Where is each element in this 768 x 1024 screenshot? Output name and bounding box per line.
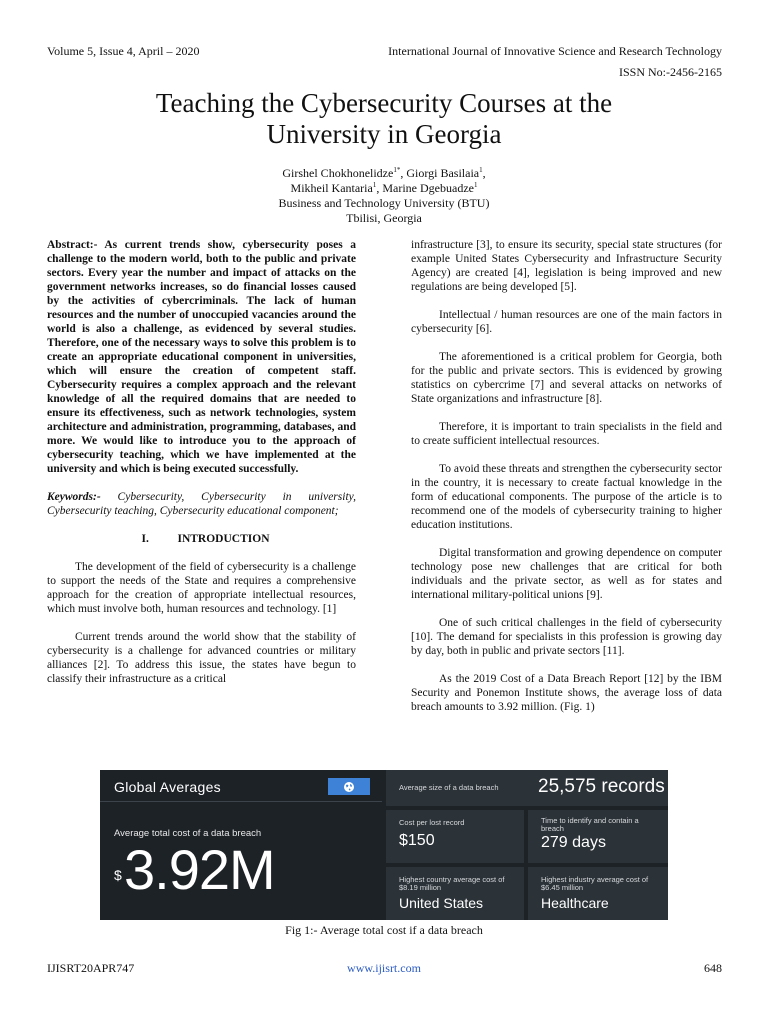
body-paragraph: infrastructure [3], to ensure its security, special state structures (for example United States Cybersecurity and Infrastructure Security Agency) are created [4], legislation is being improved and new regulations are being developed [5]. <box>411 239 722 293</box>
volume-info: Volume 5, Issue 4, April – 2020 <box>47 44 200 58</box>
author-sup: 1* <box>393 166 401 174</box>
title-line-1: Teaching the Cybersecurity Courses at the <box>155 88 613 118</box>
body-paragraph: Digital transformation and growing dependence on computer technology pose new challenges that are critical for both individuals and the private sector, as well as for states and international military-political unions [9]. <box>411 547 722 601</box>
title-line-2: University in Georgia <box>266 119 502 149</box>
paper-id: IJISRT20APR747 <box>47 961 135 975</box>
journal-name: International Journal of Innovative Science and Research Technology <box>388 44 722 58</box>
author-sup: 1 <box>473 181 478 189</box>
right-column <box>411 238 722 728</box>
tile-value: Healthcare <box>541 895 609 911</box>
body-paragraph: The development of the field of cybersecurity is a challenge to support the needs of the State and requires a comprehensive approach for the creation of appropriate intellectual resources, which must involve both, human resources and technology. [1] <box>47 561 356 615</box>
body-paragraph: To avoid these threats and strengthen the cybersecurity sector in the country, it is necessary to create factual knowledge in the form of educational components. The purpose of the article is to recommend one of the models of cybersecurity training to higher education institutions. <box>411 463 722 531</box>
section-number: I. <box>141 533 149 545</box>
left-column <box>47 238 356 700</box>
section-heading <box>47 532 356 546</box>
tile-value: United States <box>399 895 484 911</box>
tile-label: Highest industry average cost of $6.45 million <box>541 875 649 892</box>
author-line-2 <box>120 181 648 196</box>
avg-cost-currency: $ <box>114 867 122 883</box>
author-sup: 1 <box>479 166 483 174</box>
panel-divider <box>100 801 382 802</box>
globe-icon-svg <box>343 781 355 793</box>
body-paragraph: One of such critical challenges in the field of cybersecurity [10]. The demand for specialists in this profession is growing day by day, both in public and private sectors [11]. <box>411 617 722 657</box>
figure-global-averages <box>100 770 668 920</box>
abstract: Abstract:- As current trends show, cybersecurity poses a challenge to the modern world, both to the public and private sectors. Every year the number and impact of attacks on the government networks increases, so do financial losses caused by the activities of cybercriminals. The lack of human resources and the number of unoccupied vacancies around the world is also a challenge, as evidenced by several studies. Therefore, one of the necessary ways to solve this problem is to create an appropriate educational component in universities, which will ensure the creation of competent staff. Cybersecurity requires a complex approach and the relevant knowledge of all the required domains that are needed to ensure its effectiveness, such as network technologies, system architecture and administration, programming, databases, and more. We would like to introduce you to the approach of cybersecurity teaching, which we have implemented at the university and which is being executed successfully. <box>47 239 356 475</box>
tile-label: Highest country average cost of $8.19 million <box>399 875 505 892</box>
issn: ISSN No:-2456-2165 <box>618 65 722 79</box>
tile-country <box>386 867 524 920</box>
body-paragraph: As the 2019 Cost of a Data Breach Report [12] by the IBM Security and Ponemon Institute shows, the average loss of data breach amounts to 3.92 million. (Fig. 1) <box>411 673 722 713</box>
paper-title <box>60 88 708 150</box>
tile-label: Time to identify and contain a breach <box>541 816 639 833</box>
page-number: 648 <box>704 961 722 975</box>
author-name: Girshel Chokhonelidze <box>282 166 394 180</box>
tile-label: Cost per lost record <box>399 818 465 827</box>
city: Tbilisi, Georgia <box>346 211 422 225</box>
figure-caption: Fig 1:- Average total cost if a data breach <box>285 923 483 937</box>
affiliation: Business and Technology University (BTU) <box>278 196 490 210</box>
keywords-text: Cybersecurity, Cybersecurity in university, Cybersecurity teaching, Cybersecurity educational component; <box>47 491 356 517</box>
avg-cost-label: Average total cost of a data breach <box>114 828 262 839</box>
author-name: , Marine Dgebuadze <box>376 181 474 195</box>
author-name: , Giorgi Basilaia <box>400 166 480 180</box>
body-paragraph: Current trends around the world show that the stability of cybersecurity is a challenge for advanced countries or military alliances [2]. To address this issue, the states have begun to classify their infrastructure as a critical <box>47 631 356 685</box>
keywords-label: Keywords:- <box>47 491 101 503</box>
section-title: INTRODUCTION <box>177 533 270 545</box>
author-line-1 <box>120 166 648 181</box>
figure-title: Global Averages <box>114 779 221 795</box>
tile-label: Average size of a data breach <box>399 783 499 792</box>
tile-value: 279 days <box>541 834 606 851</box>
body-paragraph: The aforementioned is a critical problem for Georgia, both for the public and private sectors. This is evidenced by growing statistics on cybercrime [7] and several attacks on networks of State organizations and infrastructure [8]. <box>411 351 722 405</box>
tile-cost-per-record <box>386 810 524 863</box>
globe-icon[interactable] <box>328 778 370 795</box>
tile-avg-size <box>386 770 668 806</box>
author-name: Mikheil Kantaria <box>290 181 373 195</box>
tile-value: $150 <box>399 832 435 849</box>
author-sep: , <box>482 166 486 180</box>
keywords <box>47 490 356 518</box>
author-block <box>120 166 648 226</box>
figure-main-panel <box>100 770 382 920</box>
author-sup: 1 <box>372 181 377 189</box>
tile-time-to-contain <box>528 810 668 863</box>
body-paragraph: Intellectual / human resources are one of the main factors in cybersecurity [6]. <box>411 309 722 335</box>
journal-url-link[interactable]: www.ijisrt.com <box>347 961 421 975</box>
tile-industry <box>528 867 668 920</box>
tile-value: 25,575 records <box>538 776 665 797</box>
body-paragraph: Therefore, it is important to train specialists in the field and to create sufficient intellectual resources. <box>411 421 722 447</box>
avg-cost-value: 3.92M <box>124 838 275 901</box>
